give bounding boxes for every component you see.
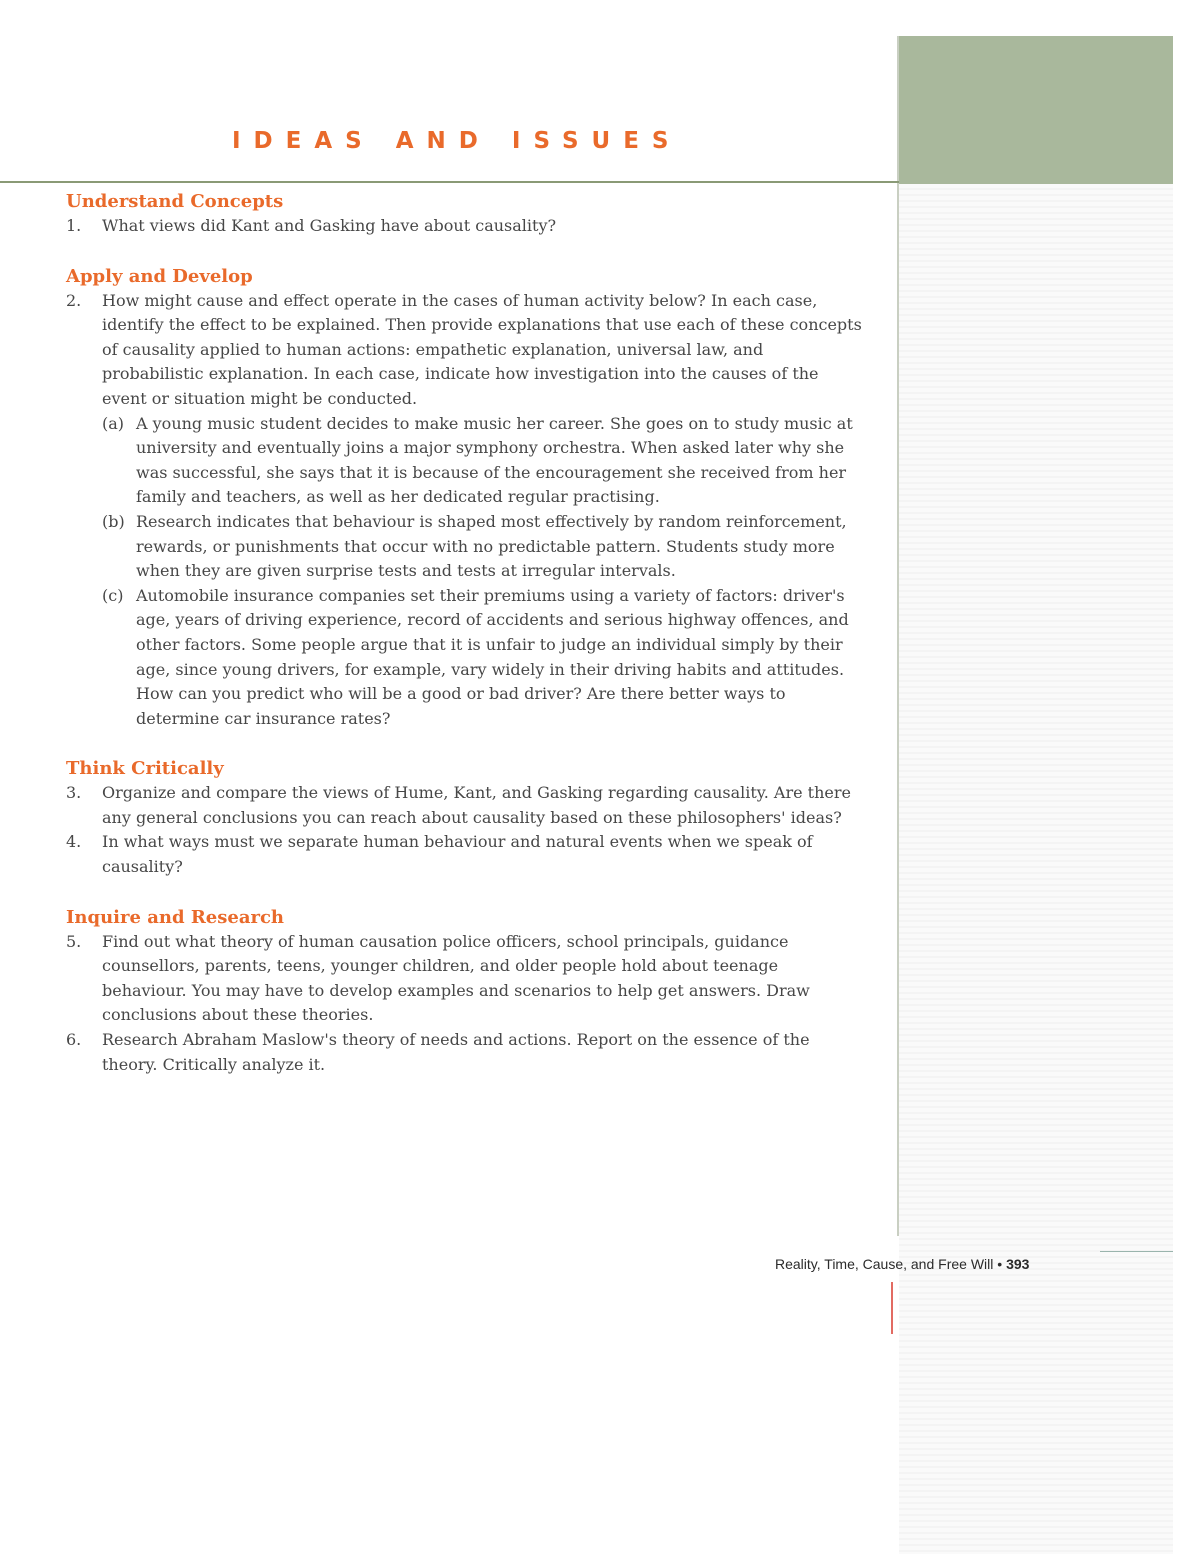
question-text: How might cause and effect operate in the cases of human activity below? In each case, identify the effect to be explained. Then provide explanations that use each of these concepts of causality applied to human actions: empathetic explanation, universal law, and probabilistic explanation. In each case, indicate how investigation into the causes of the event or situation might be conducted.	[102, 290, 862, 408]
section-title: Understand Concepts	[66, 191, 284, 212]
question-number: 3.	[66, 783, 82, 803]
section-title: Apply and Develop	[66, 265, 253, 287]
page-title: IDEAS AND ISSUES	[232, 128, 682, 154]
sub-question	[102, 412, 866, 510]
section-title: Think Critically	[66, 758, 224, 780]
questions-content	[66, 190, 866, 1077]
sub-question	[102, 510, 866, 584]
question-item	[66, 1028, 866, 1077]
question-number: 6.	[66, 1030, 82, 1050]
sub-question-text: A young music student decides to make music her career. She goes on to study music at university and eventually joins a major symphony orchestra. When asked later why she was successful, she says that it is because of the encouragement she received from her family and teachers, as well as her dedicated regular practising.	[136, 413, 853, 507]
section-apply-and-develop	[66, 265, 866, 732]
question-number: 5.	[66, 931, 82, 951]
section-understand-concepts	[66, 190, 866, 239]
sub-question-text: Research indicates that behaviour is shaped most effectively by random reinforcement, rewards, or punishments that occur with no predictable pattern. Students study more when they are given surprise tests and tests at irregular intervals.	[136, 511, 847, 581]
sub-question	[102, 584, 866, 732]
question-text: What views did Kant and Gasking have about causality?	[102, 216, 557, 235]
section-title: Inquire and Research	[66, 906, 285, 928]
sub-question-label: (a)	[102, 413, 125, 433]
page-footer	[775, 1256, 1029, 1272]
margin-tick	[891, 1282, 893, 1334]
section-think-critically	[66, 757, 866, 879]
question-number: 4.	[66, 832, 82, 852]
question-number: 2.	[66, 290, 82, 310]
question-item	[66, 781, 866, 830]
sub-question-label: (b)	[102, 511, 125, 531]
question-number: 1.	[66, 216, 82, 235]
sub-question-label: (c)	[102, 585, 124, 605]
sidebar-notes-panel	[899, 184, 1173, 1554]
question-text: In what ways must we separate human behaviour and natural events when we speak of causality?	[102, 832, 813, 877]
question-body	[102, 289, 866, 732]
question-item	[66, 930, 866, 1028]
question-text: Find out what theory of human causation police officers, school principals, guidance counsellors, parents, teens, younger children, and older people hold about teenage behaviour. You may have to develop examples and scenarios to help get answers. Draw conclusions about these theories.	[102, 931, 810, 1025]
footer-rule	[1100, 1251, 1173, 1252]
question-text: Research Abraham Maslow's theory of needs and actions. Report on the essence of the theory. Critically analyze it.	[102, 1030, 810, 1074]
sub-question-text: Automobile insurance companies set their premiums using a variety of factors: driver's age, years of driving experience, record of accidents and serious highway offences, and other factors. Some people argue that it is unfair to judge an individual simply by their age, since young drivers, for example, vary widely in their driving habits and attitudes. How can you predict who will be a good or bad driver? Are there better ways to determine car insurance rates?	[136, 585, 849, 728]
page-number: 393	[1006, 1256, 1030, 1272]
question-text: Organize and compare the views of Hume, Kant, and Gasking regarding causality. Are there any general conclusions you can reach about causality based on these philosophers' ideas?	[102, 783, 851, 827]
footer-separator: •	[997, 1256, 1003, 1272]
question-item	[66, 830, 866, 879]
running-title: Reality, Time, Cause, and Free Will	[775, 1256, 994, 1272]
question-item	[66, 214, 866, 239]
section-inquire-and-research	[66, 906, 866, 1078]
sidebar-header-block	[899, 36, 1173, 184]
header-rule	[0, 181, 899, 183]
question-item	[66, 289, 866, 732]
